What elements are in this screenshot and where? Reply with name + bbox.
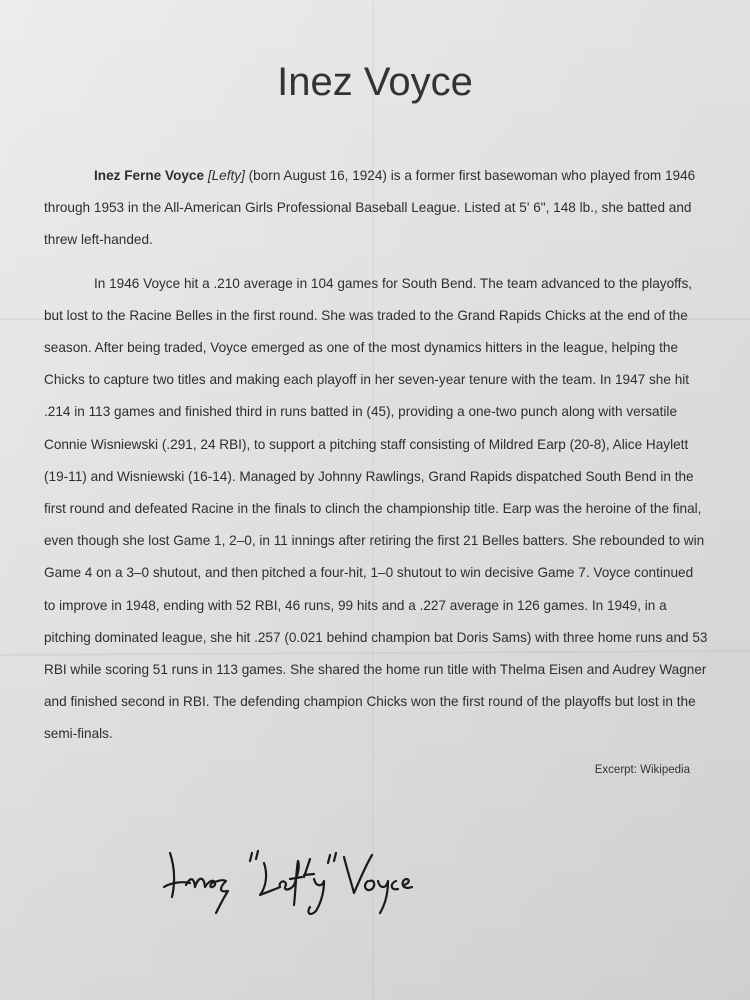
paragraph-intro <box>44 160 708 257</box>
subject-nickname: [Lefty] <box>207 168 245 183</box>
paragraph-career: In 1946 Voyce hit a .210 average in 104 games for South Bend. The team advanced to the playoffs, but lost to the Racine Belles in the first round. She was traded to the Grand Rapids Chicks at the end of the season. After being traded, Voyce emerged as one of the most dynamics hitters in the league, helping the Chicks to capture two titles and making each playoff in her seven-year tenure with the team. In 1947 she hit .214 in 113 games and finished third in runs batted in (45), providing a one-two punch along with versatile Connie Wisniewski (.291, 24 RBI), to support a pitching staff consisting of Mildred Earp (20-8), Alice Haylett (19-11) and Wisniewski (16-14). Managed by Johnny Rawlings, Grand Rapids dispatched South Bend in the first round and defeated Racine in the finals to clinch the championship title. Earp was the heroine of the final, even though she lost Game 1, 2–0, in 11 innings after retiring the first 21 Belles batters. She rebounded to win Game 4 on a 3–0 shutout, and then pitched a four-hit, 1–0 shutout to win decisive Game 7. Voyce continued to improve in 1948, ending with 52 RBI, 46 runs, 99 hits and a .227 average in 126 games. In 1949, in a pitching dominated league, she hit .257 (0.021 behind champion bat Doris Sams) with three home runs and 53 RBI while scoring 51 runs in 113 games. She shared the home run title with Thelma Eisen and Audrey Wagner and finished second in RBI. The defending champion Chicks won the first round of the playoffs but lost in the semi-finals. <box>44 275 708 742</box>
document-body <box>44 160 708 762</box>
excerpt-source: Excerpt: Wikipedia <box>594 764 690 776</box>
subject-name: Inez Ferne Voyce <box>94 168 205 183</box>
handwritten-signature <box>160 835 450 925</box>
paragraph-intro-text: (born August 16, 1924) is a former first basewoman who played from 1946 through 1953 in the All-American Girls Professional Baseball League. Listed at 5' 6", 148 lb., she batted and threw left-handed. <box>44 168 696 248</box>
document-title: Inez Voyce <box>277 60 473 104</box>
